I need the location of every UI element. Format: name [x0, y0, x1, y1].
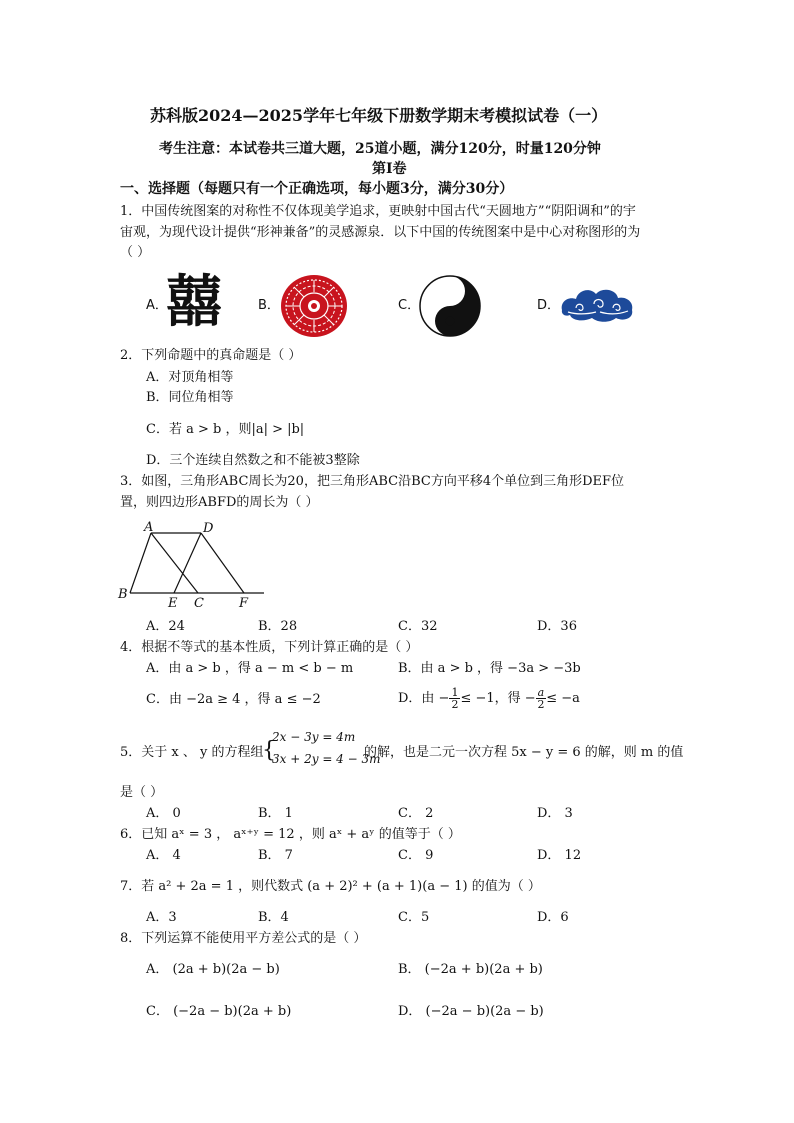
point-f-label: F: [239, 596, 249, 610]
q7-option-c: C．5: [398, 910, 430, 925]
q5-option-a: A． 0: [146, 806, 181, 821]
q2-option-a: A．对顶角相等: [146, 370, 234, 385]
q3-option-d: D．36: [537, 619, 577, 634]
q7-option-d: D．6: [537, 910, 569, 925]
q1-option-b-label: B．: [258, 298, 280, 313]
q4-d-middle: ≤ −1，得 −: [460, 691, 536, 706]
q8-option-c: C． (−2a − b)(2a + b): [146, 1004, 292, 1019]
exam-title: 苏科版2024—2025学年七年级下册数学期末考模拟试卷（一）: [150, 106, 608, 125]
fraction-one-half: [449, 687, 460, 710]
q6-option-d: D． 12: [537, 848, 582, 863]
q1-line3: （ ）: [120, 245, 151, 260]
round-papercut-icon: [280, 274, 348, 338]
q8-stem: 8．下列运算不能使用平方差公式的是（ ）: [120, 931, 367, 946]
q5-prefix: 5．关于 x 、 y 的方程组: [120, 745, 264, 760]
q3-line1: 3．如图，三角形ABC周长为20，把三角形ABC沿BC方向平移4个单位到三角形DEF位: [120, 474, 625, 489]
yin-yang-icon: [418, 274, 482, 338]
fraction-denominator: 2: [537, 698, 545, 711]
fraction-a-half: [536, 687, 547, 710]
point-e-label: E: [168, 596, 178, 610]
q5-option-d: D． 3: [537, 806, 573, 821]
fraction-denominator: 2: [451, 698, 459, 711]
q5-option-b: B． 1: [258, 806, 293, 821]
q4-d-prefix: D．由 −: [398, 691, 450, 706]
q1-option-c-label: C．: [398, 298, 421, 313]
system-equation-2: 3x + 2y = 4 − 3m: [272, 752, 381, 766]
q7-stem: 7．若 a² + 2a = 1 ，则代数式 (a + 2)² + (a + 1)(a − 1) 的值为（ ）: [120, 879, 541, 894]
q2-option-c: C．若 a > b ，则|a| > |b|: [146, 422, 305, 437]
auspicious-cloud-icon: [558, 284, 636, 324]
q5-option-c: C． 2: [398, 806, 434, 821]
q2-stem: 2．下列命题中的真命题是（ ）: [120, 348, 302, 363]
q8-option-a: A． (2a + b)(2a − b): [146, 962, 280, 977]
q4-d-suffix: ≤ −a: [546, 691, 580, 706]
section-heading: 一、选择题（每题只有一个正确选项，每小题3分，满分30分）: [120, 181, 514, 197]
q4-option-a: A．由 a > b ，得 a − m < b − m: [146, 661, 354, 676]
q1-option-d-label: D．: [537, 298, 561, 313]
volume-label: 第Ⅰ卷: [372, 161, 407, 177]
q1-line1: 1．中国传统图案的对称性不仅体现美学追求，更映射中国古代“天圆地方”“阴阳调和”的宇: [120, 204, 636, 219]
double-happiness-icon: 囍: [166, 269, 222, 335]
q5-line2: 是（ ）: [120, 785, 164, 800]
point-d-label: D: [203, 521, 214, 536]
system-brace: {: [262, 738, 276, 763]
q5-suffix: 的解，也是二元一次方程 5x − y = 6 的解，则 m 的值: [364, 745, 684, 760]
fraction-numerator: 1: [451, 686, 459, 699]
q6-stem: 6．已知 aˣ = 3 ， aˣ⁺ʸ = 12 ，则 aˣ + aʸ 的值等于（ ）: [120, 827, 461, 842]
exam-notice: 考生注意：本试卷共三道大题，25道小题，满分120分，时量120分钟: [159, 141, 601, 157]
point-c-label: C: [194, 596, 204, 610]
q1-option-a-label: A．: [146, 298, 168, 313]
q8-option-d: D． (−2a − b)(2a − b): [398, 1004, 544, 1019]
q3-line2: 置，则四边形ABFD的周长为（ ）: [120, 495, 319, 510]
q6-option-b: B． 7: [258, 848, 293, 863]
q4-option-b: B．由 a > b ，得 −3a > −3b: [398, 661, 581, 676]
point-b-label: B: [118, 587, 128, 602]
q2-option-d: D．三个连续自然数之和不能被3整除: [146, 453, 360, 468]
q8-option-b: B． (−2a + b)(2a + b): [398, 962, 543, 977]
segment-df: [201, 533, 244, 593]
q4-option-c: C．由 −2a ≥ 4 ，得 a ≤ −2: [146, 692, 321, 707]
point-a-label: A: [144, 520, 154, 535]
q3-option-c: C．32: [398, 619, 438, 634]
q6-option-c: C． 9: [398, 848, 434, 863]
q4-stem: 4．根据不等式的基本性质，下列计算正确的是（ ）: [120, 640, 419, 655]
q7-option-b: B．4: [258, 910, 289, 925]
q3-option-b: B．28: [258, 619, 298, 634]
q7-option-a: A．3: [146, 910, 177, 925]
segment-ab: [130, 533, 151, 593]
segment-de: [174, 533, 201, 593]
q1-line2: 宙观，为现代设计提供“形神兼备”的灵感源泉．以下中国的传统图案中是中心对称图形的为: [120, 225, 641, 240]
q3-option-a: A．24: [146, 619, 185, 634]
q6-option-a: A． 4: [146, 848, 181, 863]
segment-ac: [151, 533, 198, 593]
q2-option-b: B．同位角相等: [146, 390, 234, 405]
system-equation-1: 2x − 3y = 4m: [272, 730, 356, 744]
translation-figure: [116, 518, 276, 610]
q4-option-d: [398, 682, 580, 716]
fraction-numerator: a: [537, 686, 545, 699]
